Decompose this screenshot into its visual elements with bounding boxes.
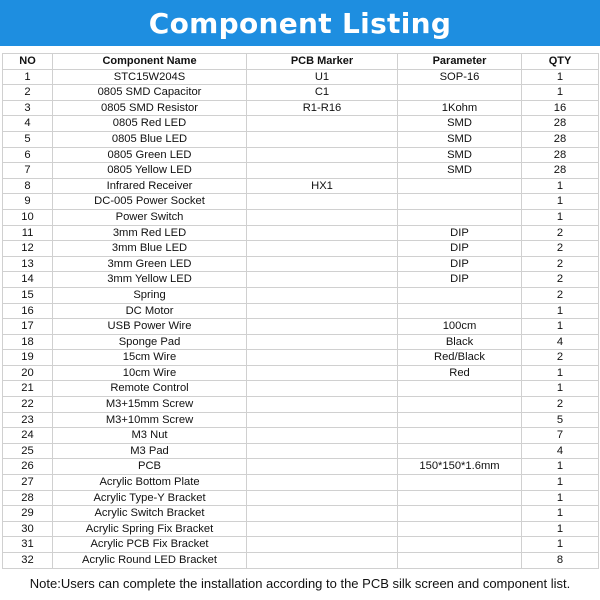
- table-row: [3, 163, 599, 179]
- cell-pcb-marker: [247, 553, 398, 569]
- table-row: [3, 350, 599, 366]
- cell-no: 25: [3, 443, 53, 459]
- cell-parameter: [398, 303, 522, 319]
- table-row: [3, 506, 599, 522]
- cell-parameter: SMD: [398, 131, 522, 147]
- table-row: [3, 178, 599, 194]
- table-row: [3, 490, 599, 506]
- cell-component-name: Power Switch: [53, 209, 247, 225]
- cell-pcb-marker: [247, 334, 398, 350]
- cell-no: 27: [3, 475, 53, 491]
- cell-no: 12: [3, 241, 53, 257]
- cell-parameter: DIP: [398, 241, 522, 257]
- cell-component-name: 3mm Green LED: [53, 256, 247, 272]
- cell-qty: 2: [522, 241, 599, 257]
- cell-no: 17: [3, 319, 53, 335]
- cell-pcb-marker: [247, 350, 398, 366]
- cell-no: 29: [3, 506, 53, 522]
- cell-pcb-marker: [247, 287, 398, 303]
- header-no: NO: [3, 54, 53, 70]
- component-table: [2, 53, 599, 569]
- cell-component-name: Acrylic Switch Bracket: [53, 506, 247, 522]
- cell-component-name: 0805 Green LED: [53, 147, 247, 163]
- cell-parameter: 150*150*1.6mm: [398, 459, 522, 475]
- cell-component-name: Acrylic Spring Fix Bracket: [53, 521, 247, 537]
- component-table-wrap: [2, 53, 598, 569]
- cell-pcb-marker: [247, 537, 398, 553]
- cell-no: 6: [3, 147, 53, 163]
- cell-qty: 1: [522, 365, 599, 381]
- cell-pcb-marker: [247, 365, 398, 381]
- cell-qty: 4: [522, 443, 599, 459]
- table-row: [3, 459, 599, 475]
- cell-component-name: M3+15mm Screw: [53, 397, 247, 413]
- table-row: [3, 412, 599, 428]
- cell-pcb-marker: [247, 506, 398, 522]
- cell-pcb-marker: [247, 475, 398, 491]
- installation-note: Note:Users can complete the installation according to the PCB silk screen and component list.: [29, 576, 571, 591]
- cell-no: 16: [3, 303, 53, 319]
- cell-no: 31: [3, 537, 53, 553]
- cell-component-name: PCB: [53, 459, 247, 475]
- table-row: [3, 147, 599, 163]
- cell-parameter: [398, 194, 522, 210]
- cell-qty: 2: [522, 225, 599, 241]
- cell-qty: 1: [522, 69, 599, 85]
- cell-component-name: Acrylic PCB Fix Bracket: [53, 537, 247, 553]
- cell-qty: 1: [522, 490, 599, 506]
- table-row: [3, 85, 599, 101]
- cell-parameter: 100cm: [398, 319, 522, 335]
- cell-qty: 2: [522, 256, 599, 272]
- cell-parameter: [398, 178, 522, 194]
- cell-qty: 28: [522, 163, 599, 179]
- cell-component-name: Spring: [53, 287, 247, 303]
- cell-qty: 1: [522, 85, 599, 101]
- cell-no: 21: [3, 381, 53, 397]
- cell-no: 15: [3, 287, 53, 303]
- cell-parameter: [398, 209, 522, 225]
- table-row: [3, 194, 599, 210]
- page-title: Component Listing: [148, 6, 452, 40]
- cell-pcb-marker: [247, 163, 398, 179]
- cell-pcb-marker: [247, 272, 398, 288]
- cell-qty: 28: [522, 147, 599, 163]
- cell-no: 13: [3, 256, 53, 272]
- cell-parameter: [398, 537, 522, 553]
- cell-pcb-marker: [247, 225, 398, 241]
- cell-component-name: STC15W204S: [53, 69, 247, 85]
- cell-pcb-marker: HX1: [247, 178, 398, 194]
- table-row: [3, 553, 599, 569]
- cell-pcb-marker: [247, 116, 398, 132]
- cell-parameter: 1Kohm: [398, 100, 522, 116]
- cell-component-name: 10cm Wire: [53, 365, 247, 381]
- table-row: [3, 116, 599, 132]
- cell-no: 2: [3, 85, 53, 101]
- table-row: [3, 521, 599, 537]
- cell-component-name: DC-005 Power Socket: [53, 194, 247, 210]
- cell-no: 10: [3, 209, 53, 225]
- cell-no: 8: [3, 178, 53, 194]
- cell-qty: 1: [522, 459, 599, 475]
- table-row: [3, 334, 599, 350]
- cell-qty: 28: [522, 116, 599, 132]
- cell-pcb-marker: [247, 241, 398, 257]
- cell-pcb-marker: [247, 397, 398, 413]
- cell-no: 14: [3, 272, 53, 288]
- cell-parameter: [398, 490, 522, 506]
- cell-no: 4: [3, 116, 53, 132]
- cell-no: 19: [3, 350, 53, 366]
- cell-parameter: [398, 85, 522, 101]
- cell-qty: 4: [522, 334, 599, 350]
- cell-pcb-marker: [247, 147, 398, 163]
- cell-parameter: SMD: [398, 147, 522, 163]
- table-header-row: [3, 54, 599, 70]
- cell-parameter: Red/Black: [398, 350, 522, 366]
- cell-parameter: DIP: [398, 272, 522, 288]
- cell-pcb-marker: [247, 194, 398, 210]
- cell-pcb-marker: [247, 521, 398, 537]
- header-component-name: Component Name: [53, 54, 247, 70]
- cell-component-name: 0805 Red LED: [53, 116, 247, 132]
- table-row: [3, 319, 599, 335]
- cell-pcb-marker: U1: [247, 69, 398, 85]
- cell-parameter: [398, 287, 522, 303]
- cell-component-name: M3 Nut: [53, 428, 247, 444]
- cell-qty: 2: [522, 397, 599, 413]
- cell-qty: 8: [522, 553, 599, 569]
- cell-component-name: M3+10mm Screw: [53, 412, 247, 428]
- cell-component-name: USB Power Wire: [53, 319, 247, 335]
- cell-component-name: 3mm Blue LED: [53, 241, 247, 257]
- cell-no: 1: [3, 69, 53, 85]
- table-row: [3, 397, 599, 413]
- cell-component-name: 0805 Blue LED: [53, 131, 247, 147]
- cell-pcb-marker: [247, 256, 398, 272]
- table-row: [3, 365, 599, 381]
- table-row: [3, 69, 599, 85]
- cell-qty: 1: [522, 537, 599, 553]
- table-row: [3, 131, 599, 147]
- cell-qty: 16: [522, 100, 599, 116]
- cell-parameter: DIP: [398, 225, 522, 241]
- cell-parameter: [398, 475, 522, 491]
- cell-parameter: SMD: [398, 116, 522, 132]
- cell-no: 22: [3, 397, 53, 413]
- cell-qty: 5: [522, 412, 599, 428]
- cell-pcb-marker: R1-R16: [247, 100, 398, 116]
- table-row: [3, 287, 599, 303]
- cell-qty: 1: [522, 521, 599, 537]
- cell-qty: 7: [522, 428, 599, 444]
- cell-component-name: Acrylic Type-Y Bracket: [53, 490, 247, 506]
- cell-no: 26: [3, 459, 53, 475]
- table-row: [3, 381, 599, 397]
- table-row: [3, 428, 599, 444]
- cell-no: 20: [3, 365, 53, 381]
- cell-parameter: [398, 397, 522, 413]
- cell-qty: 1: [522, 209, 599, 225]
- table-row: [3, 209, 599, 225]
- cell-parameter: SMD: [398, 163, 522, 179]
- cell-pcb-marker: C1: [247, 85, 398, 101]
- cell-no: 32: [3, 553, 53, 569]
- cell-component-name: Acrylic Round LED Bracket: [53, 553, 247, 569]
- cell-qty: 1: [522, 178, 599, 194]
- cell-no: 11: [3, 225, 53, 241]
- table-body: [3, 69, 599, 568]
- cell-no: 5: [3, 131, 53, 147]
- cell-qty: 2: [522, 272, 599, 288]
- cell-parameter: [398, 428, 522, 444]
- cell-no: 23: [3, 412, 53, 428]
- cell-no: 9: [3, 194, 53, 210]
- cell-pcb-marker: [247, 428, 398, 444]
- cell-no: 7: [3, 163, 53, 179]
- table-row: [3, 256, 599, 272]
- header-parameter: Parameter: [398, 54, 522, 70]
- cell-component-name: Infrared Receiver: [53, 178, 247, 194]
- cell-parameter: SOP-16: [398, 69, 522, 85]
- cell-qty: 28: [522, 131, 599, 147]
- cell-parameter: DIP: [398, 256, 522, 272]
- cell-qty: 1: [522, 319, 599, 335]
- cell-pcb-marker: [247, 209, 398, 225]
- cell-component-name: Acrylic Bottom Plate: [53, 475, 247, 491]
- table-row: [3, 537, 599, 553]
- cell-pcb-marker: [247, 443, 398, 459]
- cell-qty: 2: [522, 287, 599, 303]
- cell-parameter: Black: [398, 334, 522, 350]
- cell-pcb-marker: [247, 459, 398, 475]
- table-row: [3, 225, 599, 241]
- cell-parameter: [398, 506, 522, 522]
- cell-qty: 1: [522, 194, 599, 210]
- cell-parameter: [398, 381, 522, 397]
- cell-qty: 1: [522, 506, 599, 522]
- cell-pcb-marker: [247, 303, 398, 319]
- cell-no: 24: [3, 428, 53, 444]
- table-row: [3, 443, 599, 459]
- cell-qty: 1: [522, 475, 599, 491]
- cell-pcb-marker: [247, 319, 398, 335]
- header-qty: QTY: [522, 54, 599, 70]
- cell-no: 28: [3, 490, 53, 506]
- cell-pcb-marker: [247, 131, 398, 147]
- table-row: [3, 100, 599, 116]
- header-pcb-marker: PCB Marker: [247, 54, 398, 70]
- cell-component-name: 15cm Wire: [53, 350, 247, 366]
- cell-qty: 1: [522, 381, 599, 397]
- table-row: [3, 272, 599, 288]
- cell-no: 3: [3, 100, 53, 116]
- cell-parameter: [398, 553, 522, 569]
- cell-parameter: Red: [398, 365, 522, 381]
- cell-pcb-marker: [247, 490, 398, 506]
- cell-component-name: Remote Control: [53, 381, 247, 397]
- cell-component-name: DC Motor: [53, 303, 247, 319]
- cell-pcb-marker: [247, 412, 398, 428]
- cell-component-name: 0805 Yellow LED: [53, 163, 247, 179]
- cell-parameter: [398, 521, 522, 537]
- cell-no: 30: [3, 521, 53, 537]
- table-row: [3, 475, 599, 491]
- cell-qty: 2: [522, 350, 599, 366]
- cell-pcb-marker: [247, 381, 398, 397]
- cell-component-name: 0805 SMD Capacitor: [53, 85, 247, 101]
- cell-parameter: [398, 443, 522, 459]
- cell-parameter: [398, 412, 522, 428]
- cell-no: 18: [3, 334, 53, 350]
- table-row: [3, 241, 599, 257]
- page-title-banner: [0, 0, 600, 46]
- cell-component-name: Sponge Pad: [53, 334, 247, 350]
- cell-qty: 1: [522, 303, 599, 319]
- cell-component-name: M3 Pad: [53, 443, 247, 459]
- cell-component-name: 0805 SMD Resistor: [53, 100, 247, 116]
- table-row: [3, 303, 599, 319]
- cell-component-name: 3mm Red LED: [53, 225, 247, 241]
- cell-component-name: 3mm Yellow LED: [53, 272, 247, 288]
